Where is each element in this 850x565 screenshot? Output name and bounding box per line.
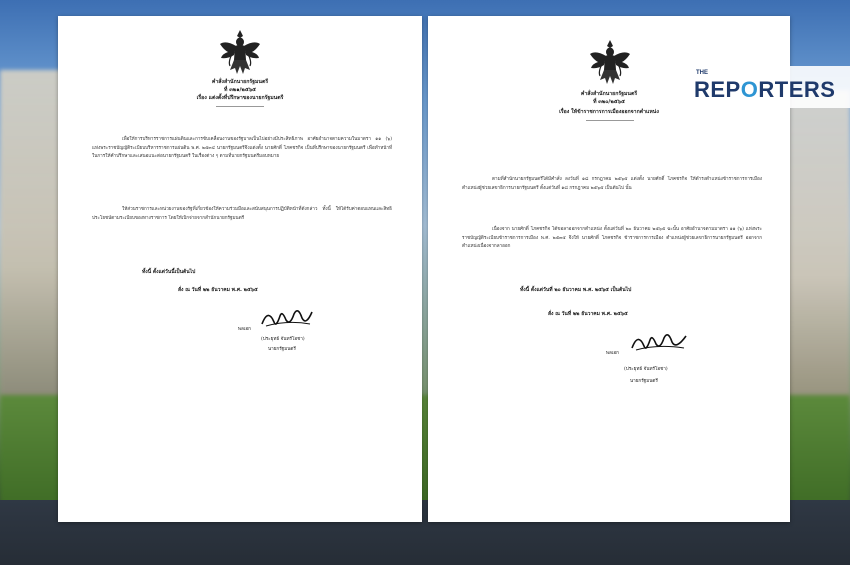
body-paragraph-2: เนื่องจาก นายศักดิ์ โภคชรกิจ ได้ขอลาออกจากตำแหน่ง ตั้งแต่วันที่ ๒๐ ธันวาคม ๒๕๖๕ ฉะนั้น อาศัยอำนาจตามมาตรา ๑๑ (๖) แห่งพระราชบัญญัติระเบียบข้าราชการการเมือง พ.ศ. ๒๕๓๕ จึงให้ นายศักดิ์ โภคชรกิจ ข้าราชการการเมือง ตำแหน่งผู้ช่วยเลขาธิการนายกรัฐมนตรี ออกจากตำแหน่งเนื่องจากลาออก [462,227,762,250]
signer-rank: พลเอก [238,327,251,332]
the-reporters-logo [688,66,850,108]
document-number: ที่ ๓๒๑/๒๕๖๕ [224,87,256,93]
background-building-right [780,90,850,400]
body-paragraph-1: ตามที่สำนักนายกรัฐมนตรีได้มีคำสั่ง ลงวันที่ ๑๘ กรกฎาคม ๒๕๖๕ แต่งตั้ง นายศักดิ์ โภคชรกิจ ให้ดำรงตำแหน่งข้าราชการการเมือง ตำแหน่งผู้ช่วยเลขาธิการนายกรัฐมนตรี ตั้งแต่วันที่ ๑๘ กรกฎาคม ๒๕๖๕ เป็นต้นไป นั้น [462,177,762,191]
order-date: สั่ง ณ วันที่ ๒๒ ธันวาคม พ.ศ. ๒๕๖๕ [548,311,628,317]
order-date: สั่ง ณ วันที่ ๒๒ ธันวาคม พ.ศ. ๒๕๖๕ [178,287,258,293]
document-page-left [58,16,422,522]
logo-wordmark: REPORTERS [694,77,836,102]
signer-name: (ประยุทธ์ จันทร์โอชา) [624,367,668,372]
divider [586,120,634,121]
logo-camera-o-icon: O [740,77,759,102]
document-title: คำสั่งสำนักนายกรัฐมนตรี [211,79,269,85]
body-paragraph-1: เพื่อให้การบริหารราชการแผ่นดินและการขับเคลื่อนงานของรัฐบาลเป็นไปอย่างมีประสิทธิภาพ อาศัยอำนาจตามความในมาตรา ๑๑ (๖) แห่งพระราชบัญญัติระเบียบบริหารราชการแผ่นดิน พ.ศ. ๒๕๓๔ นายกรัฐมนตรีจึงแต่งตั้ง นายศักดิ์ โภคชรกิจ เป็นที่ปรึกษาของนายกรัฐมนตรี เพื่อทำหน้าที่ในการให้คำปรึกษาและเสนอแนะต่อนายกรัฐมนตรี ในเรื่องต่าง ๆ ตามที่นายกรัฐมนตรีมอบหมาย [92,137,392,160]
document-title: คำสั่งสำนักนายกรัฐมนตรี [580,91,638,97]
document-subject: เรื่อง ให้ข้าราชการการเมืองออกจากตำแหน่ง [559,109,659,115]
body-paragraph-2: ให้ส่วนราชการและหน่วยงานของรัฐที่เกี่ยวข้องให้ความร่วมมือและสนับสนุนการปฏิบัติหน้าที่ดังกล่าว ทั้งนี้ ให้ได้รับค่าตอบแทนและสิทธิประโยชน์ตามระเบียบของทางราชการ โดยให้เบิกจ่ายจากสำนักนายกรัฐมนตรี [92,207,392,221]
signer-position: นายกรัฐมนตรี [630,379,658,384]
effective-clause: ทั้งนี้ ตั้งแต่วันที่ ๒๐ ธันวาคม พ.ศ. ๒๕๖๕ เป็นต้นไป [520,287,632,293]
handwritten-signature [628,326,692,356]
logo-the: THE [696,70,708,76]
garuda-emblem-icon [218,28,262,76]
document-subject: เรื่อง แต่งตั้งที่ปรึกษาของนายกรัฐมนตรี [196,95,284,101]
signer-position: นายกรัฐมนตรี [268,347,296,352]
document-number: ที่ ๓๒๐/๒๕๖๕ [593,99,625,105]
signer-name: (ประยุทธ์ จันทร์โอชา) [261,337,305,342]
signer-rank: พลเอก [606,351,619,356]
effective-clause: ทั้งนี้ ตั้งแต่วันนี้เป็นต้นไป [142,269,196,275]
divider [216,106,264,107]
handwritten-signature [258,302,318,332]
garuda-emblem-icon [588,38,632,86]
